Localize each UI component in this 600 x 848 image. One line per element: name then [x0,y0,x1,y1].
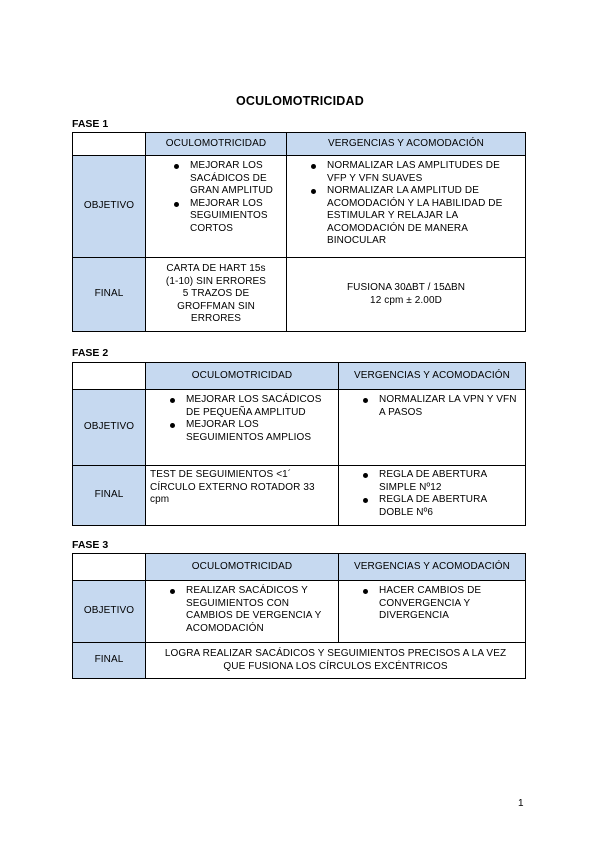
final-line: 5 TRAZOS DE [182,288,250,300]
fase-3-table [72,553,526,679]
final-line: CARTA DE HART 15s [166,263,266,275]
objetivo-oculomotricidad-cell [146,581,339,643]
list-item: MEJORAR LOS SACÁDICOS DE PEQUEÑA AMPLITUD [186,394,334,419]
final-line: 12 cpm ± 2.00D [370,294,442,306]
objetivo-vergencias-cell [339,581,526,643]
final-line: FUSIONA 30∆BT / 15∆BN [346,282,466,293]
row-label-final: FINAL [73,466,146,526]
list-item: REGLA DE ABERTURA DOBLE Nº6 [379,494,521,519]
list-item: MEJORAR LOS SEGUIMIENTOS AMPLIOS [186,419,334,444]
column-header-oculomotricidad: OCULOMOTRICIDAD [146,133,287,156]
list-item: REALIZAR SACÁDICOS Y SEGUIMIENTOS CON CAMBIOS DE VERGENCIA Y ACOMODACIÓN [186,585,334,635]
final-oculomotricidad-cell [146,258,287,332]
list-item: MEJORAR LOS SACÁDICOS DE GRAN AMPLITUD [190,160,282,198]
fase-3-label: FASE 3 [72,539,109,551]
objetivo-oculomotricidad-cell [146,156,287,258]
objetivo-oculomotricidad-cell [146,390,339,466]
final-vergencias-cell [287,258,526,332]
fase-2-label: FASE 2 [72,347,109,359]
list-item: NORMALIZAR LA VPN Y VFN A PASOS [379,394,521,419]
column-header-vergencias: VERGENCIAS Y ACOMODACIÓN [339,554,526,581]
fase-2-table [72,362,526,526]
corner-cell [73,554,146,581]
list-item: NORMALIZAR LA AMPLITUD DE ACOMODACIÓN Y LA HABILIDAD DE ESTIMULAR Y RELAJAR LA ACOMODACIÓN DE MANERA BINOCULAR [327,185,521,248]
list-item: MEJORAR LOS SEGUIMIENTOS CORTOS [190,198,282,236]
objetivo-vergencias-cell [339,390,526,466]
column-header-vergencias: VERGENCIAS Y ACOMODACIÓN [339,363,526,390]
corner-cell [73,133,146,156]
objetivo-vergencias-cell [287,156,526,258]
fase-1-table [72,132,526,332]
final-vergencias-cell [339,466,526,526]
row-label-final: FINAL [73,643,146,679]
page-number: 1 [518,798,524,809]
final-oculomotricidad-cell: TEST DE SEGUIMIENTOS <1´ CÍRCULO EXTERNO ROTADOR 33 cpm [146,466,339,526]
row-label-final: FINAL [73,258,146,332]
final-line: (1-10) SIN ERRORES [165,275,267,287]
list-item: REGLA DE ABERTURA SIMPLE Nº12 [379,469,521,494]
row-label-objetivo: OBJETIVO [73,390,146,466]
row-label-objetivo: OBJETIVO [73,156,146,258]
final-merged-cell: LOGRA REALIZAR SACÁDICOS Y SEGUIMIENTOS PRECISOS A LA VEZ QUE FUSIONA LOS CÍRCULOS EXCÉNTRICOS [146,643,526,679]
row-label-objetivo: OBJETIVO [73,581,146,643]
page-title: OCULOMOTRICIDAD [236,94,364,108]
final-line: ERRORES [190,313,242,325]
list-item: NORMALIZAR LAS AMPLITUDES DE VFP Y VFN SUAVES [327,160,521,185]
column-header-vergencias: VERGENCIAS Y ACOMODACIÓN [287,133,526,156]
column-header-oculomotricidad: OCULOMOTRICIDAD [146,554,339,581]
final-line: GROFFMAN SIN [177,300,255,312]
fase-1-label: FASE 1 [72,118,109,130]
list-item: HACER CAMBIOS DE CONVERGENCIA Y DIVERGENCIA [379,585,521,623]
column-header-oculomotricidad: OCULOMOTRICIDAD [146,363,339,390]
corner-cell [73,363,146,390]
